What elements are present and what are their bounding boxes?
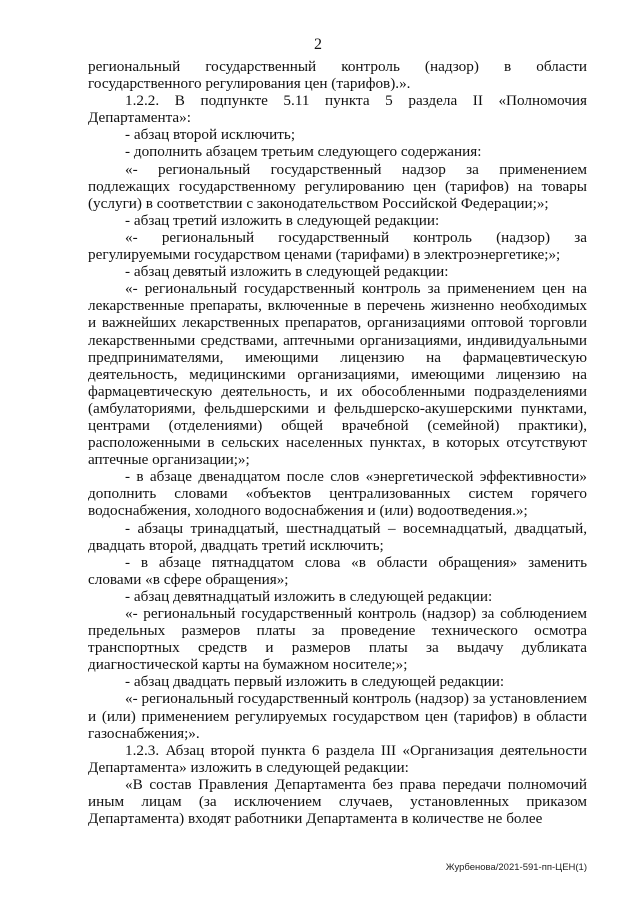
paragraph: - абзац второй исключить; xyxy=(125,126,296,144)
paragraph: - абзац девятый изложить в следующей редакции: xyxy=(125,263,449,281)
document-reference-code: Журбенова/2021-591-пп-ЦЕН(1) xyxy=(445,862,587,873)
paragraph: «- региональный государственный контроль (надзор) за установлением и (или) применением регулируемых государством цен (тарифов) в области газоснабжения;». xyxy=(88,690,587,742)
paragraph: - абзацы тринадцатый, шестнадцатый – восемнадцатый, двадцатый, двадцать второй, двадцать третий исключить; xyxy=(88,519,587,554)
paragraph: - в абзаце двенадцатом после слов «энергетической эффективности» дополнить словами «объектов централизованных систем горячего водоснабжения, холодного водоснабжения и (или) водоотведения.»; xyxy=(88,468,587,520)
paragraph: «- региональный государственный контроль (надзор) за соблюдением предельных размеров платы за проведение технического осмотра транспортных средств и размеров платы за выдачу дубликата диагностической карты на бумажном носителе;»; xyxy=(88,605,587,674)
paragraph: «- региональный государственный контроль (надзор) за регулируемыми государством ценами (тарифами) в электроэнергетике;»; xyxy=(88,228,587,264)
paragraph: региональный государственный контроль (надзор) в области государственного регулирования цен (тарифов).». xyxy=(88,58,587,93)
paragraph: - абзац третий изложить в следующей редакции: xyxy=(125,211,440,229)
paragraph: «В состав Правления Департамента без права передачи полномочий иным лицам (за исключением случаев, установленных приказом Департамента) входят работники Департамента в количестве не более xyxy=(88,775,587,828)
paragraph: - дополнить абзацем третьим следующего содержания: xyxy=(125,143,482,161)
paragraph: «- региональный государственный надзор за применением подлежащих государственному регулированию цен (тарифов) на товары (услуги) в соответствии с законодательством Российской Федерации;»; xyxy=(88,160,587,212)
paragraph: - абзац девятнадцатый изложить в следующей редакции: xyxy=(125,587,493,605)
paragraph: - абзац двадцать первый изложить в следующей редакции: xyxy=(125,673,505,691)
paragraph: 1.2.2. В подпункте 5.11 пункта 5 раздела II «Полномочия Департамента»: xyxy=(88,92,587,127)
paragraph: «- региональный государственный контроль за применением цен на лекарственные препараты, включенные в перечень жизненно необходимых и важнейших лекарственных препаратов, организациями оптовой торговли лекарственными средствами, аптечными организациями, индивидуальными предпринимателями, имеющими лицензию на фармацевтическую деятельность, медицинскими организациями, имеющими лицензию на фармацевтическую деятельность, и их обособленными подразделениями (амбулаториями, фельдшерскими и фельдшерско-акушерскими пунктами, центрами (отделениями) общей врачебной (семейной) практики), расположенными в сельских населенных пунктах, в которых отсутствуют аптечные организации;»; xyxy=(88,280,587,469)
paragraph: - в абзаце пятнадцатом слова «в области обращения» заменить словами «в сфере обращения»; xyxy=(88,553,587,588)
document-body xyxy=(88,58,587,827)
paragraph: 1.2.3. Абзац второй пункта 6 раздела III «Организация деятельности Департамента» изложить в следующей редакции: xyxy=(88,741,587,776)
page-number: 2 xyxy=(314,36,322,53)
